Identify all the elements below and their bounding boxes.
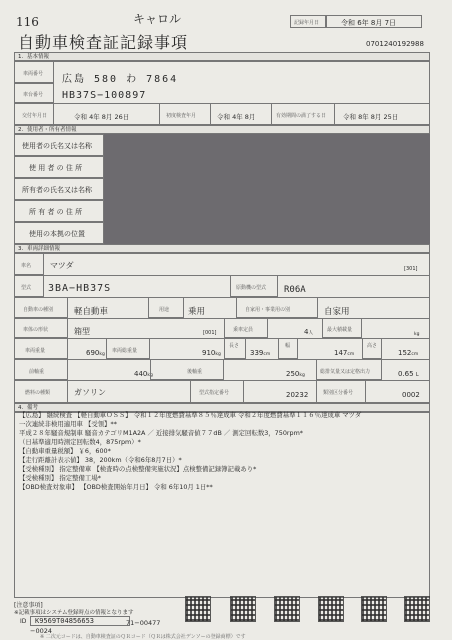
maker-value: マツダ: [50, 261, 74, 270]
displacement-unit: L: [415, 372, 419, 378]
issue-date-label-cell: [14, 103, 54, 125]
engine-label-cell: [230, 275, 278, 297]
model-value: 3BA−HB37S: [48, 283, 112, 294]
displacement-label: 総排気量又は定格出力: [320, 369, 371, 375]
front-axle-number: 440: [134, 370, 148, 378]
rear-axle-label: 後軸重: [187, 369, 203, 375]
height-value: [398, 349, 418, 357]
user-address-label: 使 用 者 の 住 所: [29, 164, 83, 172]
engine-value: R06A: [284, 285, 306, 295]
use-value: 乗用: [188, 307, 206, 317]
height-number: 152: [398, 349, 412, 357]
issue-date-value: 令和 4年 8月 26日: [74, 113, 130, 121]
user-name-label-cell: [14, 134, 104, 156]
load-unit: kg: [414, 332, 420, 337]
width-number: 147: [334, 349, 348, 357]
remark-line-6: 【走行距離計表示値】 38，200km（令和6年8月7日）*: [19, 456, 182, 464]
remark-line-9: 【OBD検査対象車】 【OBD検査開始年月日】 令和 6年10月 1日**: [19, 483, 213, 491]
width-label-cell: [278, 338, 298, 359]
gross-value: [202, 349, 221, 357]
use-label-cell: [148, 297, 184, 318]
width-unit: cm: [347, 352, 355, 357]
kind-label-cell: [14, 297, 68, 318]
qr-code-2: [230, 596, 256, 622]
displacement-number: 0.65: [398, 370, 414, 378]
expiry-value: 令和 8年 8月 25日: [343, 113, 399, 121]
redacted-owner-block: [104, 134, 430, 244]
class-label-cell: [316, 380, 366, 403]
owner-name-label: 所有者の氏名又は名称: [22, 186, 92, 194]
gross-label-cell: [106, 338, 150, 359]
first-reg-label: 初度検査年月: [166, 113, 197, 119]
engine-label: 原動機の型式: [236, 285, 267, 291]
fuel-label-cell: [14, 380, 68, 403]
front-axle-label-cell: [14, 359, 68, 380]
maker-label-cell: [14, 253, 44, 275]
biz-label: 自家用・事業用の別: [245, 307, 291, 313]
kind-value: 軽自動車: [74, 307, 109, 317]
base-location-label: 使用の本拠の位置: [29, 230, 85, 238]
remark-line-1: 【広島】 継続検査 【軽自動車ＯＳＳ】 令和１２年度燃費基準８５％達成車 令和２年度燃費基準１１６％達成車 マツダ: [19, 411, 362, 419]
section-remarks: [14, 412, 430, 598]
qr-code-3: [274, 596, 300, 622]
section-vehicle-detail-header: 3．車両詳細情報: [14, 244, 430, 253]
qr-code-5: [361, 596, 387, 622]
body-value: 箱型: [74, 327, 90, 336]
reg-number-value: 広島 580 わ 7864: [62, 74, 179, 85]
expiry-label: 有効期間の満了する日: [276, 113, 327, 119]
handwritten-number: 116: [16, 15, 39, 29]
rear-axle-number: 250: [286, 370, 300, 378]
id-box: [30, 616, 130, 626]
body-code: [001]: [203, 330, 217, 336]
rear-axle-unit: kg: [299, 373, 305, 378]
kind-label: 自動車の種別: [23, 307, 54, 313]
cert-label: 型式指定番号: [199, 390, 230, 396]
weight-number: 690: [86, 349, 100, 357]
cert-label-cell: [190, 380, 244, 403]
capacity-label: 乗車定員: [233, 327, 254, 333]
reg-number-label: 車両番号: [23, 71, 44, 77]
body-label-cell: [14, 318, 68, 338]
remark-line-8: 【受検種別】 指定整備工場*: [19, 474, 101, 482]
section-basic-info-header: 1．基本情報: [14, 52, 430, 61]
record-date-value-cell: [326, 15, 422, 28]
front-axle-unit: kg: [147, 373, 153, 378]
cert-value: 20232: [286, 391, 309, 399]
class-label: 類別区分番号: [323, 390, 354, 396]
first-reg-label-cell: [159, 103, 211, 125]
notice-title: [注意事項]: [14, 602, 43, 609]
issue-date-label: 交付年月日: [22, 113, 48, 119]
qr-code-1: [185, 596, 211, 622]
load-label: 最大積載量: [327, 327, 353, 333]
width-label: 幅: [285, 343, 291, 349]
remark-line-5: 【自動車重量税額】 ￥6，600*: [19, 447, 111, 455]
height-unit: cm: [411, 352, 419, 357]
displacement-label-cell: [316, 359, 382, 380]
record-date-label: 記録年月日: [294, 20, 320, 26]
model-label: 型式: [21, 285, 32, 291]
record-date-label-cell: [290, 15, 326, 28]
reg-number-label-cell: [14, 61, 54, 83]
first-reg-value: 令和 4年 8月: [217, 113, 256, 121]
width-value: [334, 349, 354, 357]
capacity-number: 4: [304, 328, 309, 336]
qr-code-6: [404, 596, 430, 622]
owner-address-label-cell: [14, 200, 104, 222]
document-number: 0701240192988: [366, 40, 424, 48]
remark-line-3: 平成２８年騒音規制車 騒音カテゴリM1A2A ／ 近接排気騒音値７７dB ／ 測定回転数3，750rpm*: [19, 429, 303, 437]
length-value: [250, 349, 270, 357]
capacity-label-cell: [224, 318, 268, 338]
weight-label: 車両重量: [25, 348, 46, 354]
owner-address-label: 所 有 者 の 住 所: [29, 208, 83, 216]
chassis-label-cell: [14, 83, 54, 103]
document-title: 自動車検査証記録事項: [18, 33, 189, 52]
id-value: K9569T04856653: [35, 617, 95, 625]
model-label-cell: [14, 275, 44, 297]
user-address-label-cell: [14, 156, 104, 178]
rear-axle-label-cell: [150, 359, 224, 380]
id-label: ID: [20, 618, 27, 625]
footer-code-right: 71−00477: [126, 619, 161, 627]
capacity-unit: 人: [308, 331, 313, 336]
length-label: 長さ: [229, 343, 240, 349]
length-unit: cm: [263, 352, 271, 357]
weight-value: [86, 349, 105, 357]
length-label-cell: [224, 338, 246, 359]
user-name-label: 使用者の氏名又は名称: [22, 142, 92, 150]
load-label-cell: [322, 318, 362, 338]
section-owner-info-header: 2．使用者・所有者情報: [14, 125, 430, 134]
gross-number: 910: [202, 349, 216, 357]
fuel-label: 燃料の種類: [25, 390, 51, 396]
height-label: 高さ: [367, 343, 378, 349]
section-remarks-header: 4．備考: [14, 403, 430, 412]
gross-unit: kg: [215, 352, 221, 357]
maker-code: [301]: [404, 266, 418, 272]
handwritten-note: キャロル: [133, 12, 182, 26]
weight-unit: kg: [99, 352, 105, 357]
record-date-value: 令和 6年 8月 7日: [341, 19, 397, 27]
qr-code-4: [318, 596, 344, 622]
chassis-label: 車台番号: [23, 92, 44, 98]
body-label: 車体の形状: [23, 327, 49, 333]
owner-name-label-cell: [14, 178, 104, 200]
chassis-value: HB37S−100897: [62, 90, 147, 101]
remark-line-7: 【受検種別】 指定整備車 【検査時の点検整備実施状況】点検整備記録簿記載あり*: [19, 465, 257, 473]
notice-text: ※記載事項はシステム登録時点の情報となります: [14, 610, 134, 616]
weight-label-cell: [14, 338, 68, 359]
use-label: 用途: [159, 307, 170, 313]
height-label-cell: [362, 338, 382, 359]
biz-value: 自家用: [324, 307, 350, 317]
gross-label: 車両総重量: [112, 348, 138, 354]
footer-code-left: −0024: [30, 627, 52, 635]
length-number: 339: [250, 349, 264, 357]
maker-label: 車名: [21, 263, 32, 269]
front-axle-label: 前軸重: [29, 369, 45, 375]
rear-axle-value: [286, 370, 305, 378]
remark-line-4: （日基準適用時測定回転数4，875rpm）*: [19, 438, 141, 446]
biz-label-cell: [236, 297, 318, 318]
remark-line-2: 一次連続非検用適用車 【受領】**: [19, 420, 117, 428]
qr-notice: ※ 二次元コードは、自動車検査証のＱＲコード（ＱＲは株式会社デンソーの登録商標）です: [40, 634, 246, 640]
expiry-label-cell: [271, 103, 335, 125]
displacement-value: [398, 370, 419, 378]
capacity-value: [304, 328, 313, 336]
base-location-label-cell: [14, 222, 104, 244]
fuel-value: ガソリン: [74, 388, 106, 397]
class-value: 0002: [402, 391, 420, 399]
